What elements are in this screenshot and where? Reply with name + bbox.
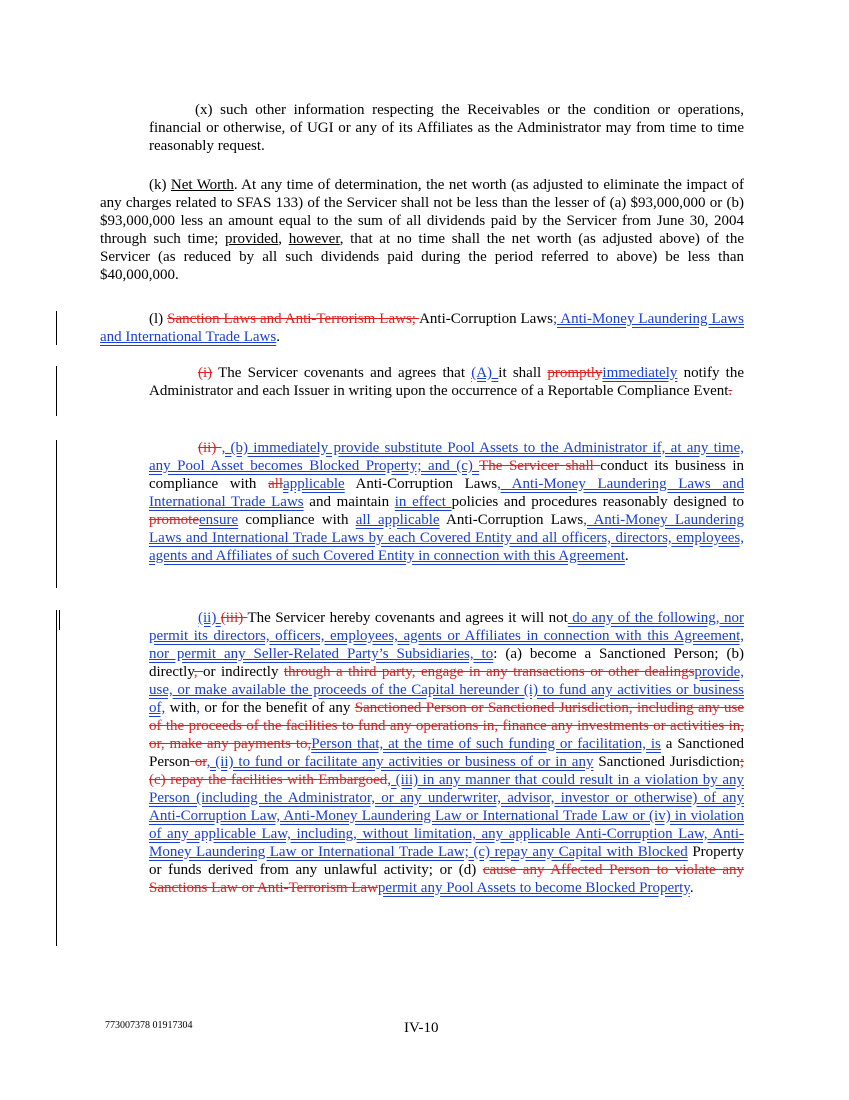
deletion: Sanctioned Person or Sanctioned Jurisdiction, including any use of the proceeds of the facilities to fund any operations in, finance any investments or activities in, or, make any payments to, — [149, 700, 744, 752]
insertion: do any of the following, nor permit its directors, officers, employees, agents or Affiliates in connection with this Agreement, nor permit any Seller-Related Party’s Subsidiaries, to — [149, 610, 744, 662]
insertion: , (b) immediately provide substitute Pool Assets to the Administrator if, at any time, any Pool Asset becomes Blocked Property; and (c) — [149, 440, 744, 474]
paragraph-ii-text-3: and maintain — [303, 494, 395, 510]
insertion: immediately — [602, 365, 678, 381]
deletion: . — [728, 383, 733, 399]
paragraph-x — [149, 101, 744, 155]
paragraph-ii-text-5: compliance with — [238, 512, 356, 528]
deletion: or — [189, 754, 207, 770]
paragraph-i-text-1: The Servicer covenants and agrees that — [212, 365, 472, 381]
paragraph-i-text-2: it shall — [498, 365, 548, 381]
paragraph-iii-text-2: : (a) become a Sanctioned Person; (b) directly — [149, 646, 744, 680]
paragraph-ii-text-6: Anti-Corruption Laws — [439, 512, 584, 528]
paragraph-k-label: (k) — [149, 177, 167, 193]
paragraph-ii-text-1: conduct its business in compliance with — [149, 458, 745, 492]
paragraph-i-text-3: notify the Administrator and each Issuer in writing upon the occurrence of a Reportable Compliance Event — [149, 365, 744, 399]
change-bar-iii-second — [59, 610, 60, 630]
paragraph-iii-text-8: Property or funds derived from any unlawful activity; or (d) — [149, 844, 744, 878]
deletion: promote — [149, 512, 199, 528]
insertion: (A) — [471, 365, 499, 381]
paragraph-l-text: Anti-Corruption Laws — [419, 311, 554, 327]
insertion: , (iii) in any manner that could result in a violation by any Person (including the Administrator, or any underwriter, advisor, investor or otherwise) of any Anti-Corruption Law, Anti-Money Laundering Law or International Trade Law or (iv) in violation of any applicable Law, including, without limitation, any applicable Anti-Corruption Law, Anti-Money Laundering Law or International Trade Law; (c) repay any Capital with Blocked — [149, 772, 745, 860]
insertion: , Anti-Money Laundering Laws and International Trade Laws — [149, 476, 745, 510]
deletion: all — [268, 476, 284, 492]
paragraph-k-text-1: . At any time of determination, the net worth (as adjusted to eliminate the impact of any charges related to SFAS 133) of the Servicer shall not be less than the lesser of (a) $93,000,000 or (b) $93,000,000 less an amount equal to the sum of all dividends paid by the Servicer from June 30, 2004 through such time; — [100, 177, 745, 247]
change-bar-l — [56, 311, 57, 345]
paragraph-ii-text-2: Anti-Corruption Laws — [344, 476, 498, 492]
deletion: The Servicer shall — [479, 458, 601, 474]
paragraph-iii-text-5: or for the benefit of any — [200, 700, 355, 716]
however-term: however — [288, 231, 340, 247]
paragraph-iii-text-3: or indirectly — [203, 664, 284, 680]
paragraph-iii-text-6: a Sanctioned Person — [149, 736, 744, 770]
insertion: (ii) — [198, 610, 221, 626]
paragraph-ii-compliance — [149, 439, 744, 565]
paragraph-k-text-2: , that at no time shall the net worth (as adjusted above) of the Servicer (as reduced by all such dividends paid during the period referred to above) be less than $40,000,000. — [100, 231, 745, 283]
deletion: , — [193, 664, 204, 680]
paragraph-ii-period: . — [624, 548, 629, 564]
change-bar-iii — [56, 610, 57, 946]
deletion: Sanction Laws and Anti-Terrorism Laws; — [167, 311, 420, 327]
paragraph-k-heading: Net Worth — [170, 177, 234, 193]
change-bar-ii — [56, 440, 57, 588]
paragraph-iii-period: . — [689, 880, 694, 896]
insertion: applicable — [283, 476, 345, 492]
deletion: (ii) — [198, 440, 222, 456]
deletion: (iii) — [220, 610, 248, 626]
deletion: promptly — [547, 365, 603, 381]
insertion: ensure — [199, 512, 239, 528]
insertion: , Anti-Money Laundering Laws and International Trade Laws by each Covered Entity and all officers, directors, employees, agents and Affiliates of such Covered Entity in connection with this Agreement — [149, 512, 744, 564]
paragraph-i-notify — [149, 364, 744, 400]
paragraph-l-label: (l) — [149, 311, 168, 327]
paragraph-k-net-worth — [100, 176, 744, 284]
paragraph-l-heading — [100, 310, 744, 346]
insertion: all applicable — [355, 512, 440, 528]
deletion: cause any Affected Person to violate any Sanctions Law or Anti-Terrorism Law — [149, 862, 744, 896]
paragraph-k-comma: , — [278, 231, 289, 247]
insertion: in effect — [394, 494, 452, 510]
insertion: permit any Pool Assets to become Blocked Property — [377, 880, 690, 896]
deletion: through a third party, engage in any transactions or other dealings — [283, 664, 695, 680]
paragraph-iii-text-4: with — [165, 700, 197, 716]
change-bar-i — [56, 366, 57, 416]
paragraph-ii-text-4: policies and procedures reasonably designed to — [451, 494, 744, 510]
provided-term: provided — [224, 231, 279, 247]
paragraph-x-text: (x) such other information respecting the Receivables or the condition or operations, financial or otherwise, of UGI or any of its Affiliates as the Administrator may from time to time reasonably request. — [149, 102, 744, 154]
paragraph-iii-text-7: Sanctioned Jurisdiction — [593, 754, 740, 770]
footer-page-number: IV-10 — [404, 1020, 439, 1036]
insertion: , — [196, 700, 201, 716]
paragraph-l-period: . — [276, 329, 280, 345]
paragraph-iii-text-1: The Servicer hereby covenants and agrees it will not — [247, 610, 568, 626]
insertion: , (ii) to fund or facilitate any activities or business of or in any — [206, 754, 594, 770]
deletion: (i) — [198, 365, 213, 381]
insertion: ; Anti-Money Laundering Laws and International Trade Laws — [100, 311, 744, 345]
insertion: Person that, at the time of such funding or facilitation, is — [311, 736, 661, 752]
insertion: provide, use, or make available the proceeds of the Capital hereunder (i) to fund any activities or business of, — [149, 664, 744, 716]
deletion: ; (c) repay the facilities with Embargoed — [149, 754, 744, 788]
paragraph-iii-sanctions — [149, 609, 744, 897]
footer-document-id: 773007378 01917304 — [105, 1020, 193, 1031]
